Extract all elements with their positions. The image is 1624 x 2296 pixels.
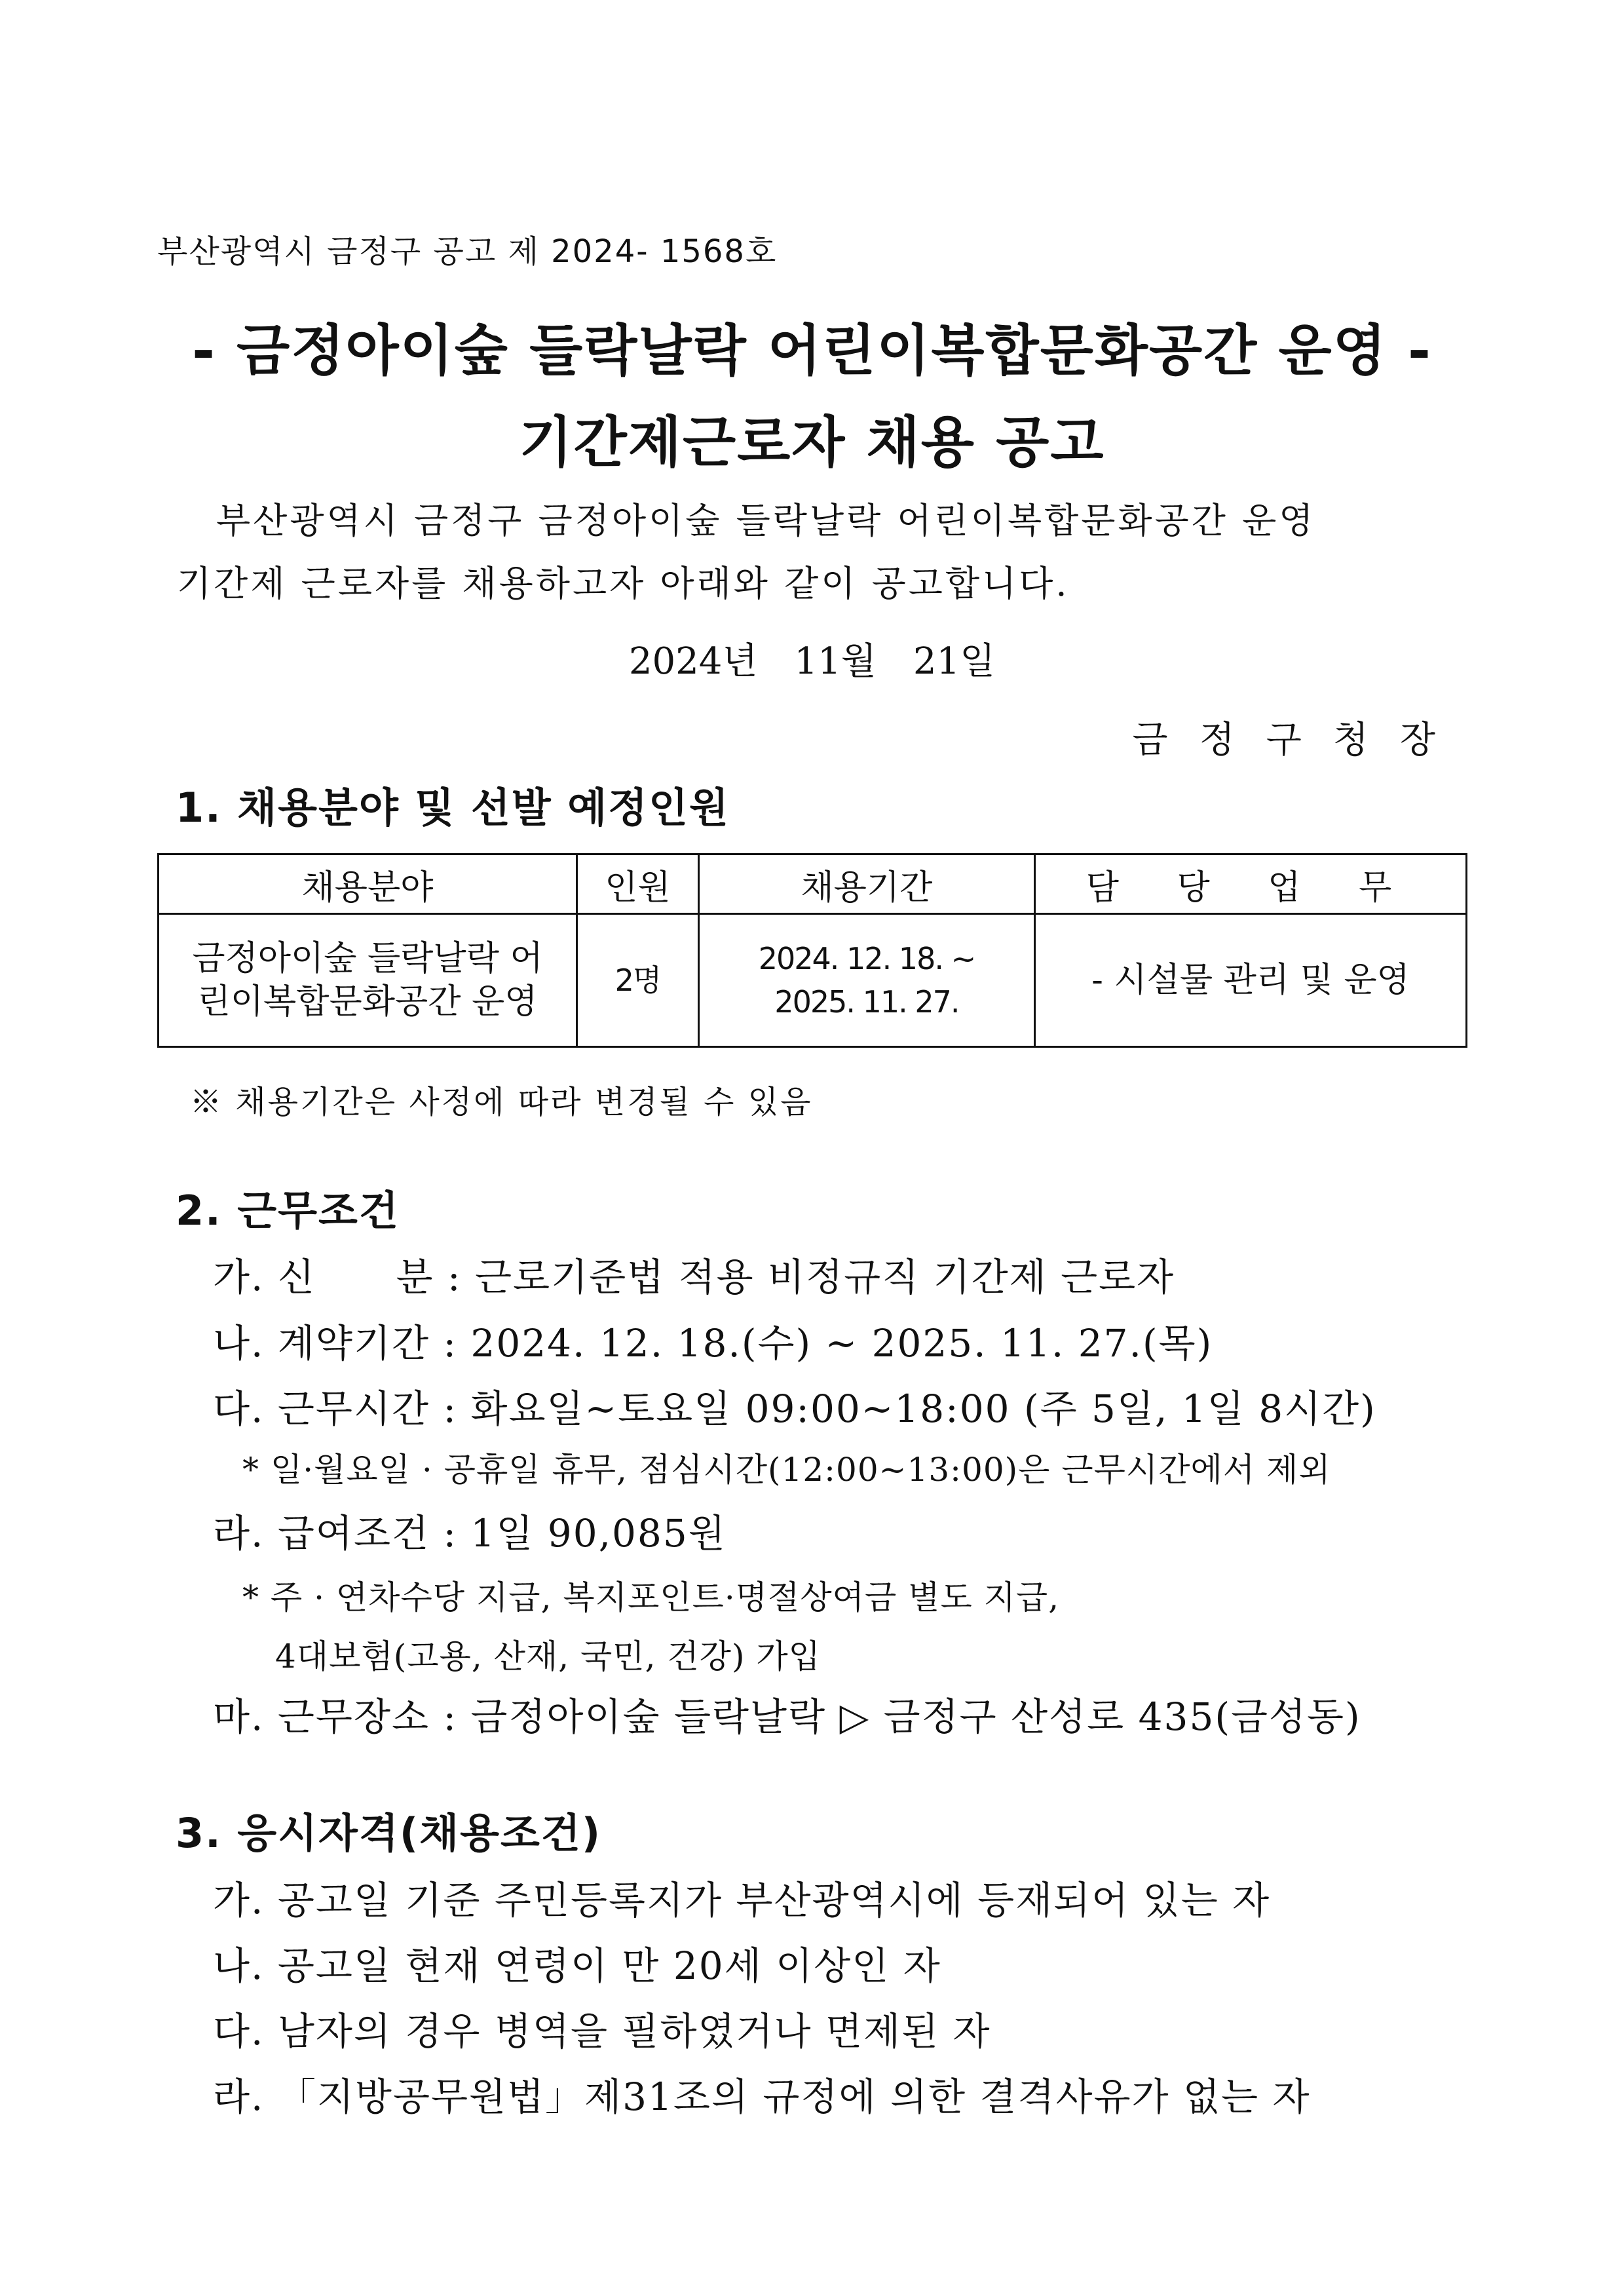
- period-end: 2025. 11. 27.: [774, 984, 959, 1020]
- section-1-heading: 1. 채용분야 및 선발 예정인원: [176, 784, 730, 832]
- date-year: 2024년: [628, 640, 758, 683]
- intro-line-2: 기간제 근로자를 채용하고자 아래와 같이 공고합니다.: [177, 563, 1070, 604]
- table-header-row: [159, 854, 1467, 914]
- issuer-signature: 금정구청장: [1132, 719, 1467, 761]
- pay-note-2: 4대보험(고용, 산재, 국민, 건강) 가입: [275, 1637, 821, 1675]
- recruitment-table: [157, 853, 1467, 1048]
- header-period: 채용기간: [698, 854, 1034, 914]
- header-duty: 담 당 업 무: [1035, 854, 1467, 914]
- qualification-4: 라. 「지방공무원법」제31조의 규정에 의한 결격사유가 없는 자: [213, 2075, 1311, 2119]
- page-title: - 금정아이숲 들락날락 어린이복합문화공간 운영 -: [192, 318, 1432, 383]
- period-start: 2024. 12. 18. ~: [758, 941, 975, 976]
- notice-number: 부산광역시 금정구 공고 제 2024- 1568호: [157, 233, 778, 270]
- condition-pay: 라. 급여조건 : 1일 90,085원: [213, 1511, 727, 1556]
- cell-duty: - 시설물 관리 및 운영: [1035, 914, 1467, 1047]
- pay-note-1: * 주 · 연차수당 지급, 복지포인트·명절상여금 별도 지급,: [242, 1578, 1060, 1617]
- qualification-1: 가. 공고일 기준 주민등록지가 부산광역시에 등재되어 있는 자: [213, 1878, 1271, 1923]
- condition-work-hours: 다. 근무시간 : 화요일~토요일 09:00~18:00 (주 5일, 1일 8시간): [213, 1387, 1376, 1431]
- table-row: [159, 914, 1467, 1047]
- condition-workplace: 마. 근무장소 : 금정아이숲 들락날락 ▷ 금정구 산성로 435(금성동): [213, 1694, 1361, 1739]
- section-2-heading: 2. 근무조건: [176, 1187, 400, 1234]
- intro-line-1: 부산광역시 금정구 금정아이숲 들락날락 어린이복합문화공간 운영: [216, 500, 1316, 541]
- date-month: 11월: [794, 640, 877, 683]
- notice-date: [0, 632, 1624, 685]
- header-field: 채용분야: [159, 854, 577, 914]
- period-note: ※ 채용기간은 사정에 따라 변경될 수 있음: [190, 1084, 813, 1120]
- page-subtitle: 기간제근로자 채용 공고: [519, 410, 1105, 474]
- cell-count: 2명: [577, 914, 699, 1047]
- condition-status: 가. 신 분 : 근로기준법 적용 비정규직 기간제 근로자: [213, 1255, 1175, 1299]
- section-3-heading: 3. 응시자격(채용조건): [176, 1809, 602, 1857]
- date-day: 21일: [913, 640, 996, 683]
- qualification-2: 나. 공고일 현재 연령이 만 20세 이상인 자: [213, 1943, 941, 1988]
- header-count: 인원: [577, 854, 699, 914]
- condition-contract-period: 나. 계약기간 : 2024. 12. 18.(수) ~ 2025. 11. 27.(목): [213, 1321, 1213, 1366]
- qualification-3: 다. 남자의 경우 병역을 필하였거나 면제된 자: [213, 2009, 991, 2054]
- cell-period: [698, 914, 1034, 1047]
- work-hours-note: * 일·월요일 · 공휴일 휴무, 점심시간(12:00~13:00)은 근무시간에서 제외: [242, 1451, 1331, 1489]
- cell-field: 금정아이숲 들락날락 어린이복합문화공간 운영: [159, 914, 577, 1047]
